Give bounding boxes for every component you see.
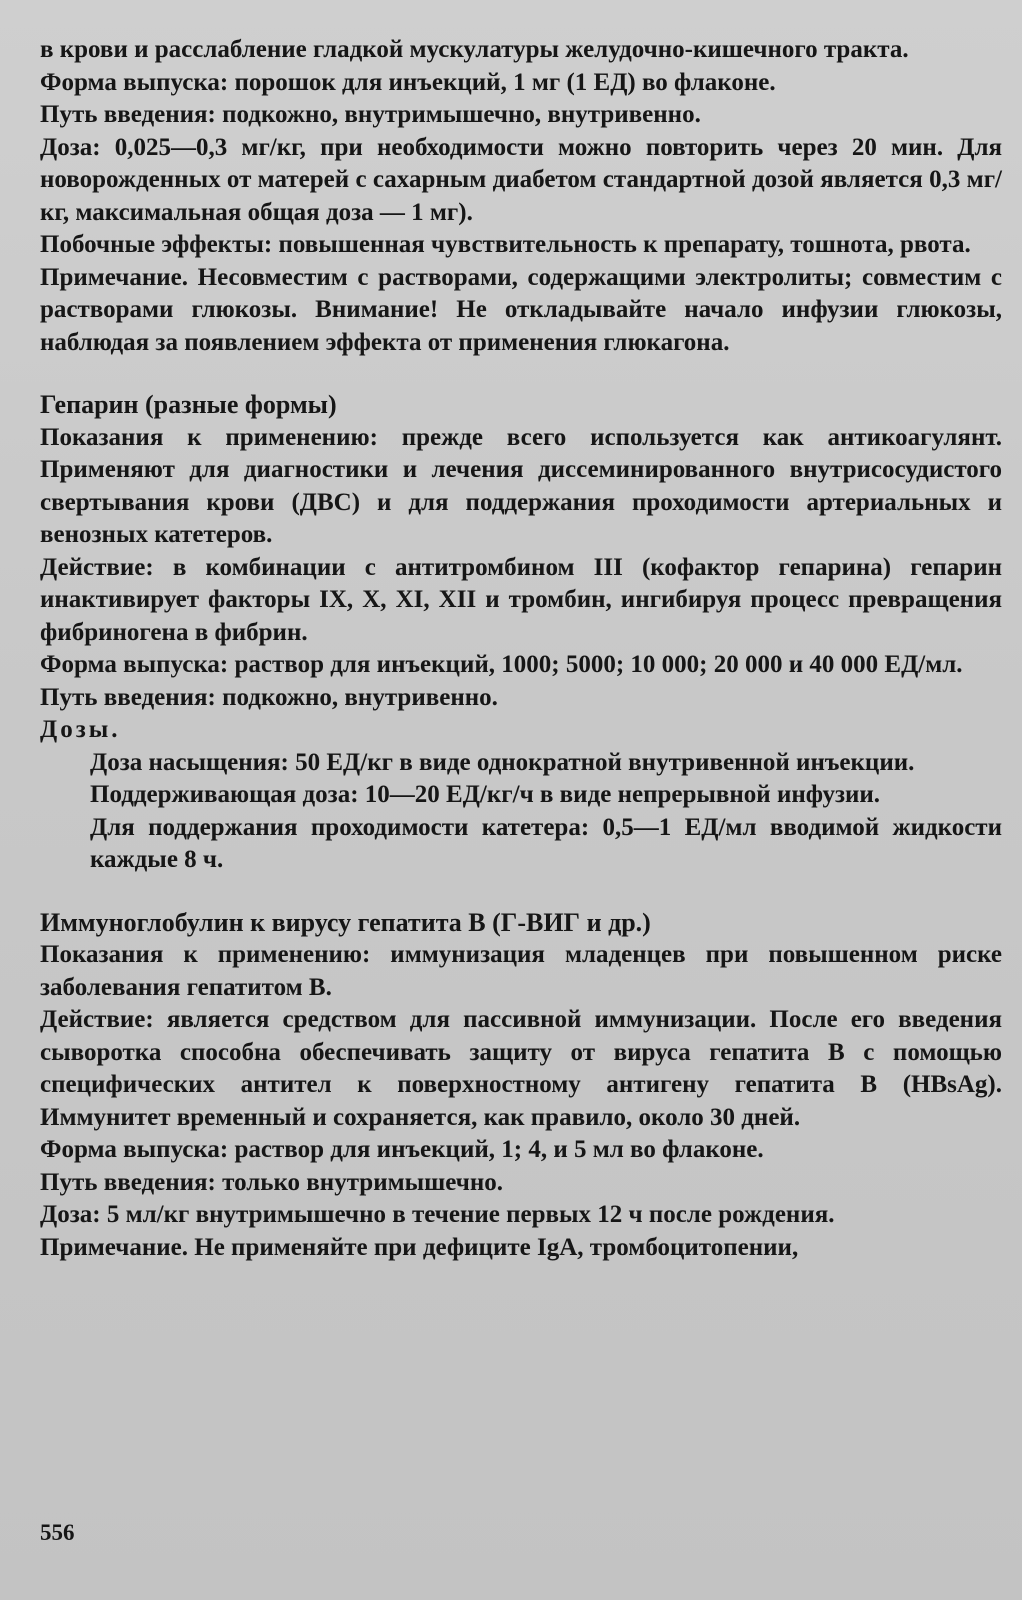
glucagon-route: Путь введения: подкожно, внутримышечно, внутривенно. — [40, 101, 701, 128]
heparin-action: Действие: в комбинации с антитромбином III (кофактор гепарина) гепарин инактивирует факторы IX, X, XI, XII и тромбин, ингибируя процесс превращения фибриногена в фибрин. — [40, 553, 1002, 646]
glucagon-side-effects: Побочные эффекты: повышенная чувствительность к препарату, тошнота, рвота. — [40, 231, 971, 258]
glucagon-note-text: Примечание. Несовместим с растворами, содержащими электролиты; совместим с растворами глюкозы. — [40, 263, 1002, 323]
glucagon-section-continued — [40, 34, 1002, 359]
glucagon-form: Форма выпуска: порошок для инъекций, 1 мг (1 ЕД) во флаконе. — [40, 68, 776, 96]
glucagon-note — [40, 262, 1002, 360]
heparin-doses-label: Дозы. — [40, 716, 121, 743]
page-content — [40, 34, 1002, 1264]
glucagon-action-continued: в крови и расслабление гладкой мускулатуры желудочно-кишечного тракта. — [40, 36, 909, 63]
hbig-form: Форма выпуска: раствор для инъекций, 1; 4, и 5 мл во флаконе. — [40, 1136, 764, 1163]
page-number: 556 — [40, 1520, 75, 1545]
section-gap — [40, 877, 1002, 907]
heparin-loading-dose: Доза насыщения: 50 ЕД/кг в виде однократной внутривенной инъекции. — [90, 748, 915, 776]
hbig-indications: Показания к применению: иммунизация младенцев при повышенном риске заболевания гепатитом В. — [40, 941, 1002, 1001]
heparin-route: Путь введения: подкожно, внутривенно. — [40, 683, 498, 711]
heparin-section — [40, 389, 1002, 877]
hbig-note: Примечание. Не применяйте при дефиците IgA, тромбоцитопении, — [40, 1233, 799, 1261]
glucagon-warning-label: Внимание! — [315, 296, 439, 323]
heparin-indications: Показания к применению: прежде всего используется как антикоагулянт. Применяют для диагностики и лечения диссеминированного внутрисосудистого свертывания крови (ДВС) и для поддержания проходимости артериальных и венозных катетеров. — [40, 423, 1002, 548]
glucagon-dose: Доза: 0,025—0,3 мг/кг, при необходимости можно повторить через 20 мин. Для новорожденных от матерей с сахарным диабетом стандартной дозой является 0,3 мг/кг, максимальная общая доза — 1 мг). — [40, 133, 1002, 226]
section-gap — [40, 359, 1002, 389]
hbig-route: Путь введения: только внутримышечно. — [40, 1168, 503, 1196]
hbig-dose: Доза: 5 мл/кг внутримышечно в течение первых 12 ч после рождения. — [40, 1201, 835, 1228]
hepatitis-b-immunoglobulin-section — [40, 907, 1002, 1265]
hbig-heading: Иммуноглобулин к вирусу гепатита В (Г-ВИГ и др.) — [40, 907, 651, 937]
heparin-maintenance-dose: Поддерживающая доза: 10—20 ЕД/кг/ч в виде непрерывной инфузии. — [90, 781, 881, 808]
heparin-form: Форма выпуска: раствор для инъекций, 1000; 5000; 10 000; 20 000 и 40 000 ЕД/мл. — [40, 651, 963, 678]
heparin-heading: Гепарин (разные формы) — [40, 390, 337, 419]
heparin-catheter-dose: Для поддержания проходимости катетера: 0,5—1 ЕД/мл вводимой жидкости каждые 8 ч. — [90, 813, 1002, 873]
glucagon-warning-text: Не откладывайте начало инфузии глюкозы, наблюдая за появлением эффекта от применения глюкагона. — [40, 296, 1002, 356]
hbig-action: Действие: является средством для пассивной иммунизации. После его введения сыворотка способна обеспечивать защиту от вируса гепатита В с помощью специфических антител к поверхностному антигену гепатита В (HBsAg). Иммунитет временный и сохраняется, как правило, около 30 дней. — [40, 1006, 1002, 1131]
